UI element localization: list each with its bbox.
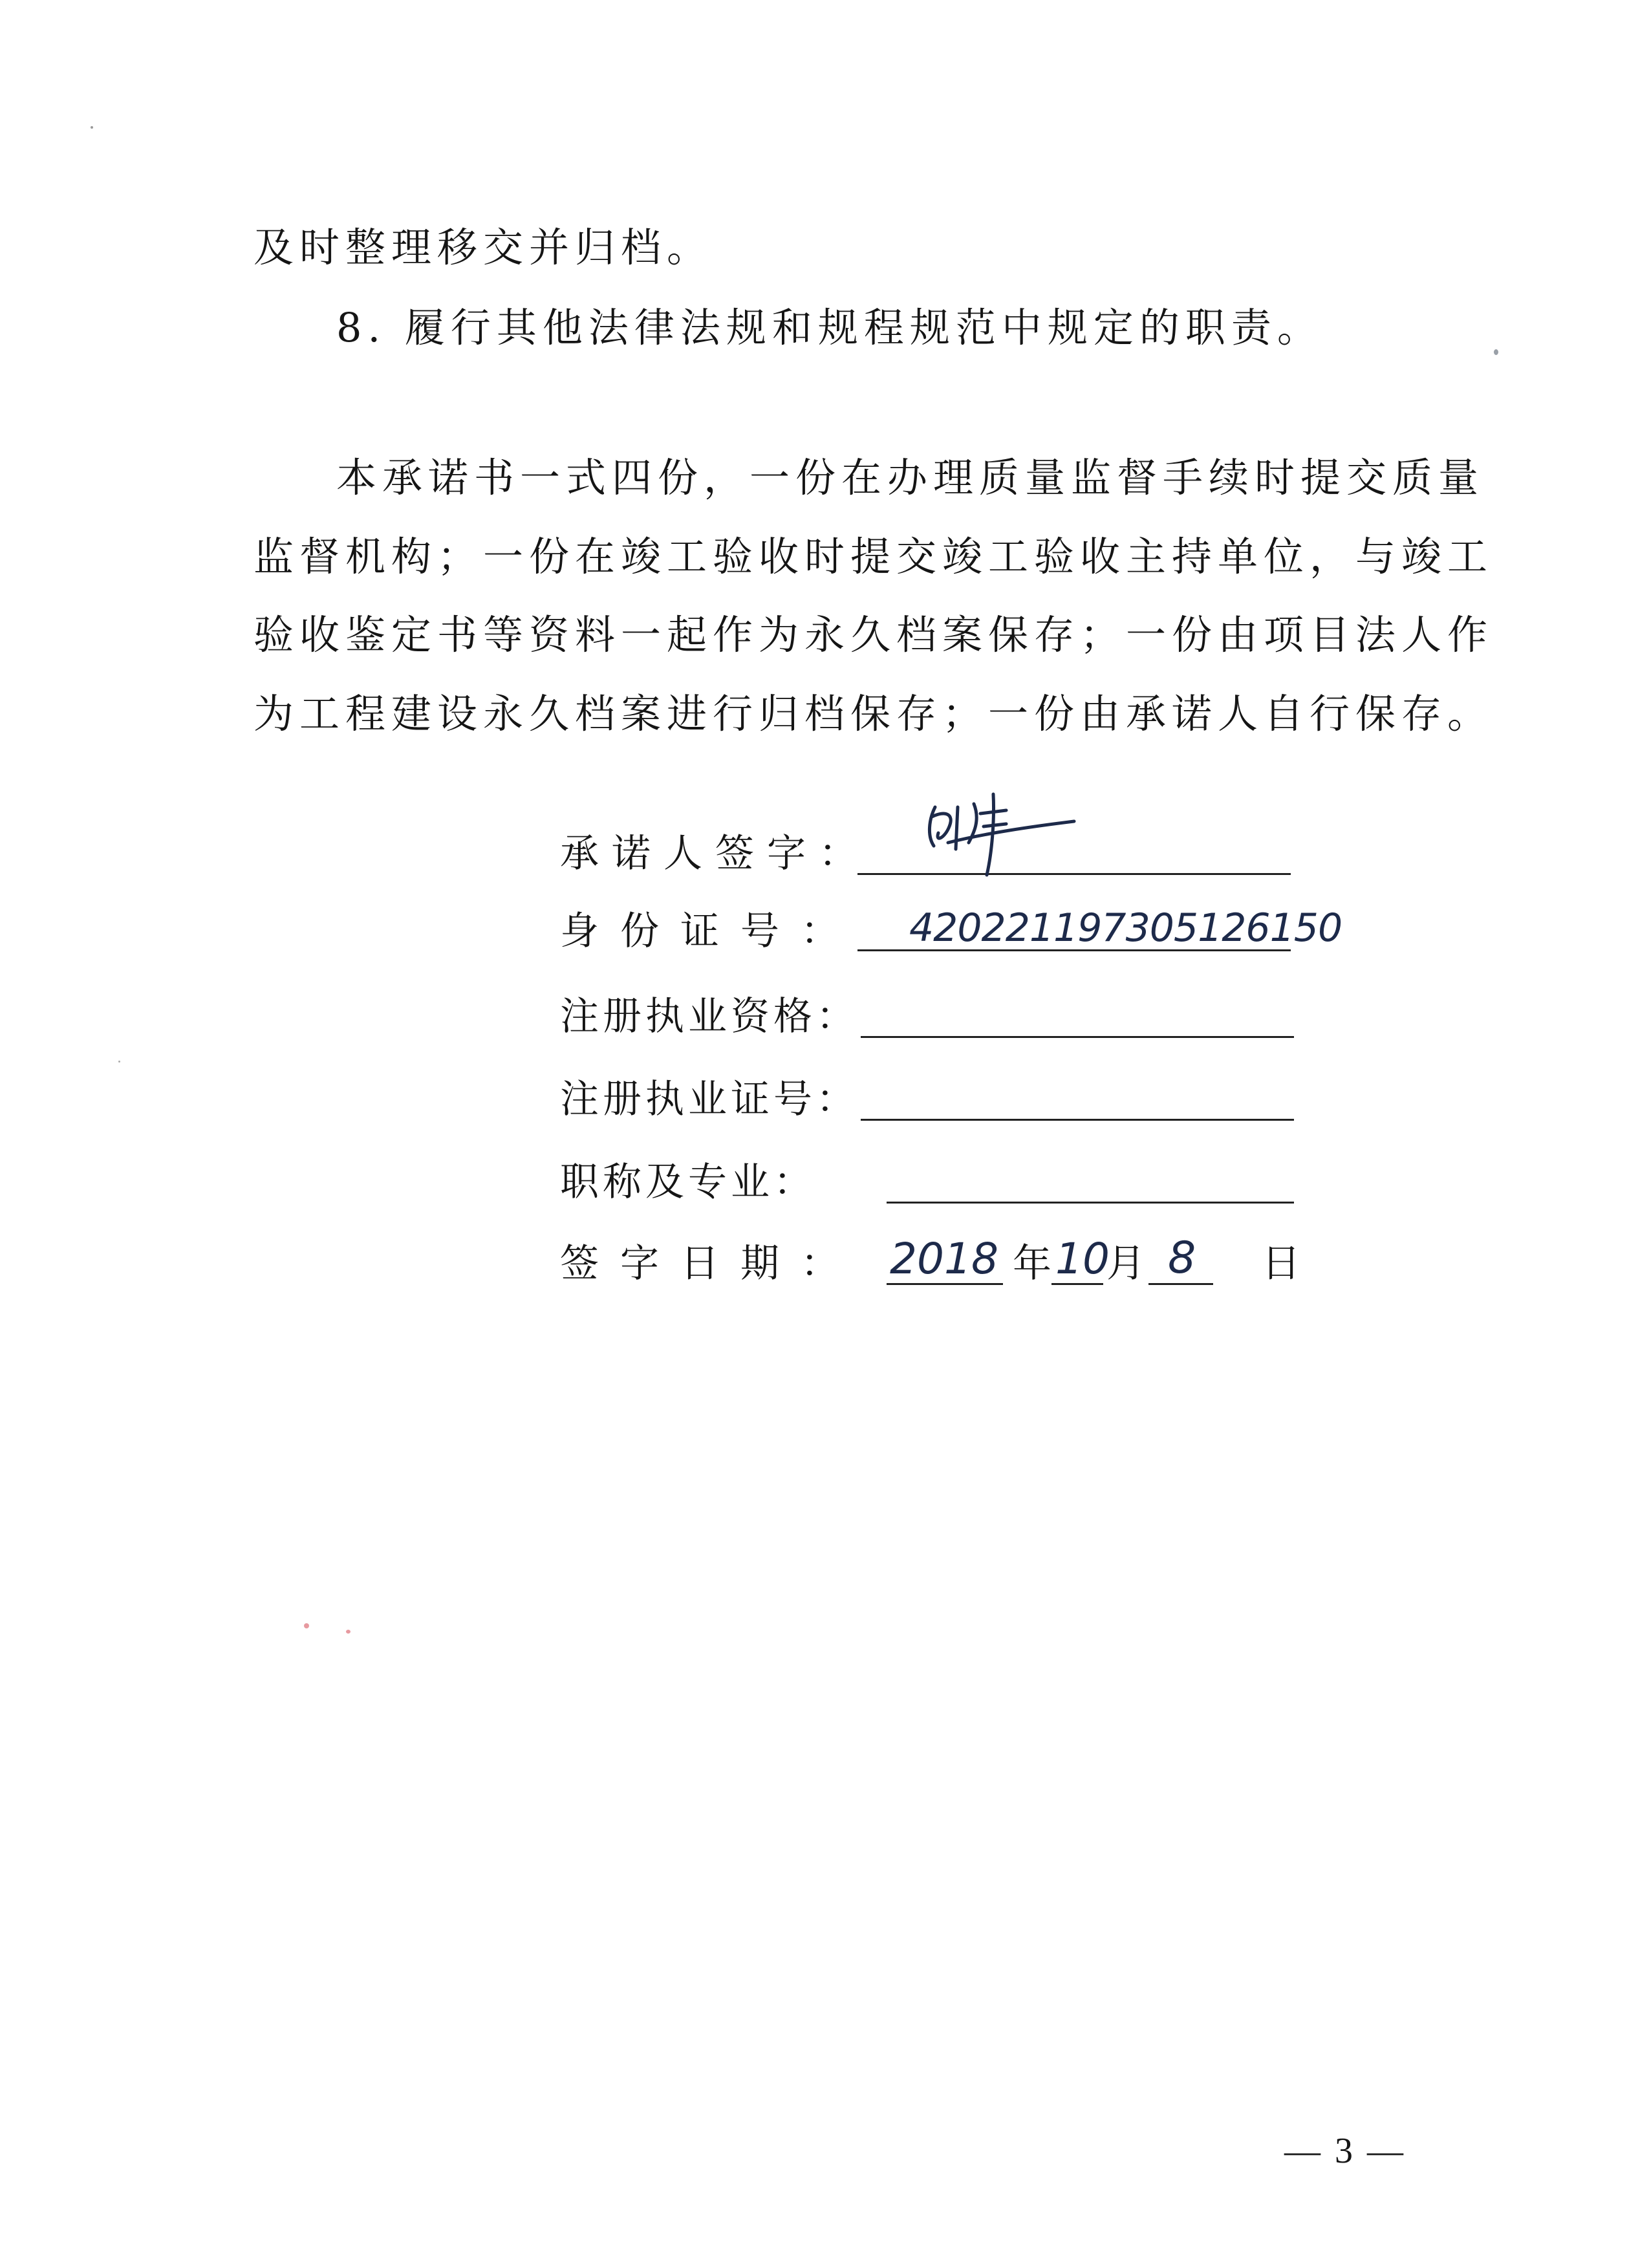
form-row-id [560, 905, 1342, 962]
title-label: 职称及专业： [560, 1160, 816, 1205]
day-char: 日 [1262, 1241, 1300, 1286]
month-char: 月 [1106, 1241, 1145, 1286]
form-row-signer [560, 833, 1317, 885]
text-line-continuation: 及时整理移交并归档。 [253, 224, 713, 271]
scan-speck [346, 1630, 350, 1634]
date-label: 签字日期： [560, 1241, 861, 1286]
item-8: 8. 履行其他法律法规和规程规范中规定的职责。 [336, 304, 1323, 351]
paragraph-line-3: 验收鉴定书等资料一起作为永久档案保存；一份由项目法人作 [253, 611, 1494, 658]
date-month: 10 [1055, 1234, 1110, 1284]
form-row-qualification [560, 996, 1317, 1048]
year-char: 年 [1013, 1241, 1051, 1286]
cert-no-underline [861, 1119, 1294, 1121]
date-day: 8 [1168, 1233, 1196, 1284]
scan-speck [304, 1623, 309, 1628]
cert-no-label: 注册执业证号： [560, 1077, 859, 1122]
paragraph-line-1: 本承诺书一式四份，一份在办理质量监督手续时提交质量 [336, 454, 1485, 501]
form-row-cert-no [560, 1079, 1317, 1130]
signer-label: 承诺人签字： [560, 831, 870, 876]
scan-speck [1494, 349, 1498, 355]
paragraph-line-2: 监督机构；一份在竣工验收时提交竣工验收主持单位，与竣工 [253, 533, 1494, 580]
scan-speck [118, 1061, 120, 1063]
title-underline [887, 1202, 1294, 1204]
qualification-label: 注册执业资格： [560, 994, 859, 1039]
scan-speck [91, 126, 93, 129]
form-row-title [560, 1161, 1317, 1213]
id-value: 420221197305126150 [909, 905, 1342, 951]
page-number: — 3 — [1284, 2131, 1406, 2171]
id-label: 身份证号： [560, 909, 861, 954]
qualification-underline [861, 1036, 1294, 1038]
form-row-date [560, 1233, 1317, 1295]
paragraph-line-4: 为工程建设永久档案进行归档保存；一份由承诺人自行保存。 [253, 690, 1494, 737]
handwritten-signature [909, 781, 1077, 878]
date-year: 2018 [890, 1234, 998, 1284]
